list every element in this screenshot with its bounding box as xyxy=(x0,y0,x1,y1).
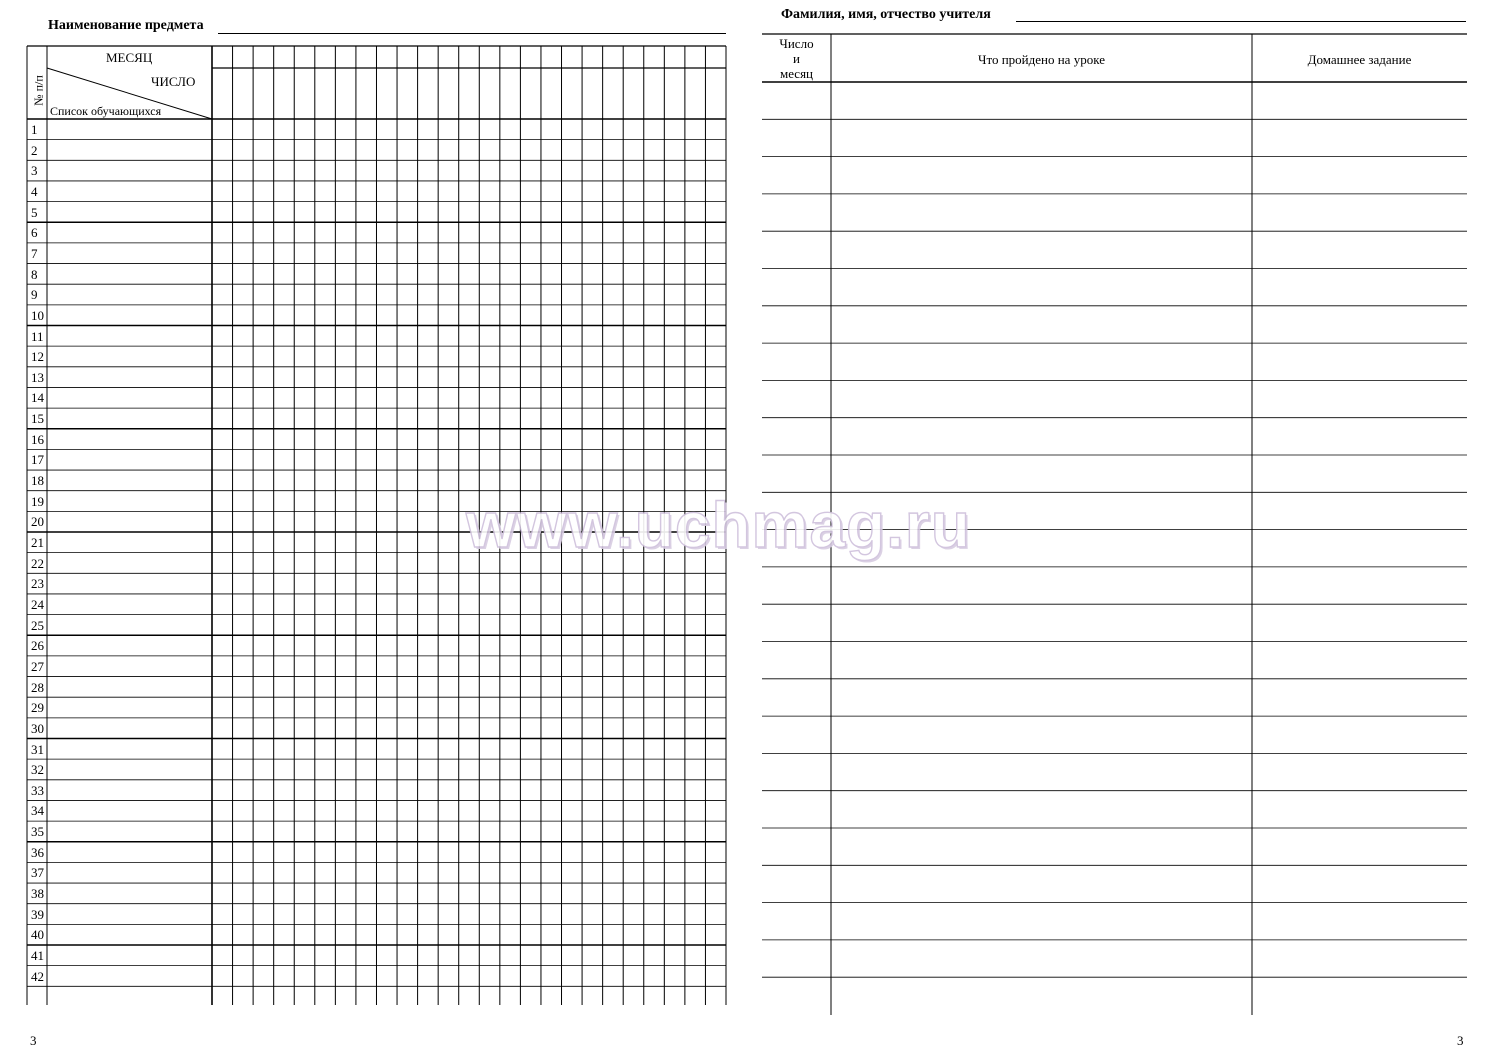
row-number: 27 xyxy=(31,658,44,674)
students-header: Список обучающихся xyxy=(50,104,162,118)
row-number: 9 xyxy=(31,287,38,303)
row-number: 16 xyxy=(31,431,44,447)
date-column-header xyxy=(762,36,831,81)
row-number: 31 xyxy=(31,741,44,757)
row-number: 3 xyxy=(31,163,38,179)
row-number: 15 xyxy=(31,411,44,427)
row-number: 29 xyxy=(31,700,44,716)
row-number: 38 xyxy=(31,886,44,902)
lesson-column-header: Что пройдено на уроке xyxy=(978,52,1105,67)
row-number: 25 xyxy=(31,617,44,633)
row-number: 22 xyxy=(31,555,44,571)
date-header-line3: месяц xyxy=(779,66,814,81)
right-page-number: 3 xyxy=(1457,1033,1464,1048)
row-number: 7 xyxy=(31,245,38,261)
row-number: 1 xyxy=(31,122,38,137)
date-header-line2: и xyxy=(793,51,800,66)
row-number: 10 xyxy=(31,307,44,323)
number-column-header xyxy=(31,75,46,106)
row-number: 21 xyxy=(31,535,44,550)
row-number: 32 xyxy=(31,762,44,778)
row-number: 17 xyxy=(31,452,44,468)
row-number: 23 xyxy=(31,576,44,592)
row-number: 40 xyxy=(31,927,44,943)
row-number: 24 xyxy=(31,596,44,612)
row-number: 42 xyxy=(31,968,44,984)
row-number: 20 xyxy=(31,514,44,530)
number-column-label: № п/п xyxy=(31,75,46,106)
subject-label: Наименование предмета xyxy=(48,18,204,33)
row-number: 39 xyxy=(31,906,44,922)
row-number: 19 xyxy=(31,493,44,509)
row-number: 41 xyxy=(31,948,44,963)
row-number: 14 xyxy=(31,390,44,406)
date-header-line1: Число xyxy=(779,36,814,51)
row-number: 2 xyxy=(31,142,38,158)
row-number: 36 xyxy=(31,844,44,860)
row-number: 8 xyxy=(31,266,38,282)
row-number: 11 xyxy=(31,328,44,344)
row-number: 18 xyxy=(31,473,44,489)
row-number: 37 xyxy=(31,865,44,881)
row-number: 30 xyxy=(31,720,44,736)
row-number: 26 xyxy=(31,638,44,654)
watermark: www.uchmag.ru xyxy=(466,489,971,561)
teacher-label: Фамилия, имя, отчество учителя xyxy=(781,7,991,22)
row-number: 33 xyxy=(31,782,44,798)
homework-column-header: Домашнее задание xyxy=(1307,52,1412,67)
left-page-number: 3 xyxy=(30,1033,37,1048)
row-number: 12 xyxy=(31,349,44,365)
row-number: 34 xyxy=(31,803,44,819)
row-number: 35 xyxy=(31,824,44,840)
row-number: 5 xyxy=(31,204,38,220)
row-number: 28 xyxy=(31,679,44,695)
row-number: 6 xyxy=(31,225,38,241)
row-number: 4 xyxy=(31,183,38,199)
month-header: МЕСЯЦ xyxy=(106,50,153,65)
row-number: 13 xyxy=(31,369,44,385)
day-header: ЧИСЛО xyxy=(151,74,196,89)
